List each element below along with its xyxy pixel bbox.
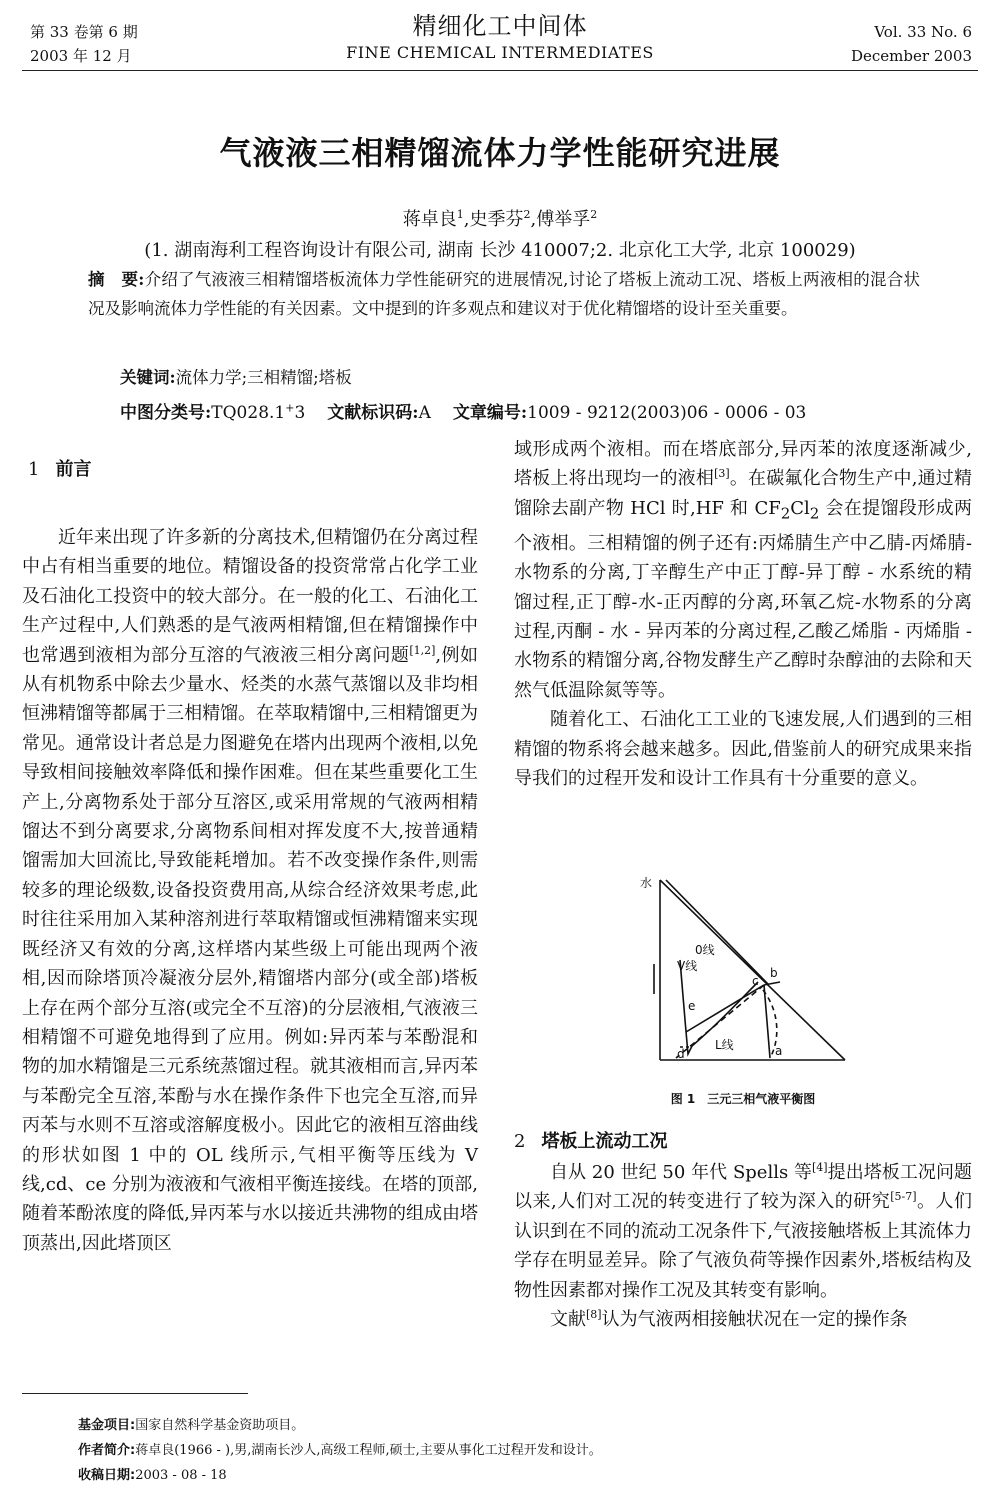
body-text: 。在碳氟化合物生产中,通过精馏除去副产物 HCl 时,HF 和: [514, 468, 972, 519]
author-name: 傅举孚: [536, 209, 591, 230]
journal-name-en: FINE CHEMICAL INTERMEDIATES: [346, 43, 654, 62]
body-paragraph: [514, 1158, 972, 1305]
clc-sup: +: [285, 401, 295, 415]
body-text: 。人们认识到在不同的流动工况条件下,气液接触塔板上其流体力学存在明显差异。除了气液负荷等操作因素外,塔板结构及物性因素都对操作工况及其转变有影响。: [514, 1191, 972, 1301]
header-rule: [22, 70, 978, 71]
label-water: 水: [640, 876, 653, 890]
body-text: 会在提馏段形成两个液相。三相精馏的例子还有:丙烯腈生产中乙腈-丙烯腈-水物系的分离,丁辛醇生产中正丁醇-异丁醇 - 水系统的精馏过程,正丁醇-水-正丙醇的分离,环氧乙烷-水物系的分离过程,丙酮 - 水 - 异丙苯的分离过程,乙酸乙烯脂 - 丙烯脂 - 水物系的精馏分离,谷物发酵生产乙醇时杂醇油的去除和天然气低温除氮等等。: [514, 497, 972, 701]
author-affil-mark: 1: [456, 208, 464, 221]
author-affil-mark: 2: [523, 208, 531, 221]
clc-value-tail: 3: [294, 403, 306, 423]
journal-name-cn: 精细化工中间体: [412, 12, 588, 40]
abstract-text: 介绍了气液液三相精馏塔板流体力学性能研究的进展情况,讨论了塔板上流动工况、塔板上两液相的混合状况及影响流体力学性能的有关因素。文中提到的许多观点和建议对于优化精馏塔的设计至关重要。: [88, 270, 920, 318]
affiliations: (1. 湖南海利工程咨询设计有限公司, 湖南 长沙 410007;2. 北京化工大学, 北京 100029): [144, 240, 856, 261]
classification-row: [120, 398, 806, 423]
body-text: ,例如从有机物系中除去少量水、烃类的水蒸气蒸馏以及非均相恒沸精馏等都属于三相精馏。在萃取精馏中,三相精馏更为常见。通常设计者总是力图避免在塔内出现两个液相,以免导致相间接触效率降低和操作困难。但在某些重要化工生产上,分离物系处于部分互溶区,或采用常规的气液两相精馏达不到分离要求,分离物系间相对挥发度不大,按普通精馏需加大回流比,导致能耗增加。若不改变操作条件,则需较多的理论级数,设备投资费用高,从综合经济效果考虑,此时往往采用加入某种溶剂进行萃取精馏或恒沸精馏来实现既经济又有效的分离,这样塔内某些级上可能出现两个液相,因而除塔顶冷凝液分层外,精馏塔内部分(或全部)塔板上存在两个部分互溶(或完全不互溶)的分层液相,气液液三相精馏不可避免地得到了应用。例如:异丙苯与苯酚混和物的加水精馏是三元系统蒸馏过程。就其液相而言,异丙苯与苯酚完全互溶,苯酚与水在操作条件下也完全互溶,而异丙苯与水则不互溶或溶解度极小。因此它的液相互溶曲线的形状如图 1 中的 OL 线所示,气相平衡等压线为 V 线,cd、ce 分别为液液和气液相平衡连接线。在塔的顶部,随着苯酚浓度的降低,异丙苯与水以接近共沸物的组成由塔顶蒸出,因此塔顶区: [22, 644, 478, 1254]
tie-line-ca: [764, 985, 770, 1058]
body-paragraph: 随着化工、石油化工工业的飞速发展,人们遇到的三相精馏的物系将会越来越多。因此,借鉴前人的研究成果来指导我们的过程开发和设计工作具有十分重要的意义。: [514, 709, 972, 790]
citation-ref: [8]: [586, 1308, 602, 1322]
author-bio-label: 作者简介:: [78, 1443, 136, 1458]
label-a: a: [775, 1044, 783, 1058]
footnotes: [78, 1413, 602, 1488]
author-name: 史季芬: [469, 209, 524, 230]
running-header-left: [30, 20, 138, 68]
clc-value: TQ028.1: [211, 403, 286, 423]
section-title: 塔板上流动工况: [541, 1131, 668, 1152]
keywords-text: 流体力学;三相精馏;塔板: [175, 368, 352, 387]
citation-ref: [1,2]: [409, 643, 436, 657]
citation-ref: [5-7]: [890, 1190, 917, 1204]
journal-name: [320, 10, 680, 64]
running-header-right: [851, 20, 972, 68]
formula-text: CF: [754, 497, 781, 519]
received-label: 收稿日期:: [78, 1468, 136, 1483]
body-paragraph: [514, 1305, 972, 1334]
label-v-line: V线: [677, 959, 698, 973]
label-e: e: [688, 999, 696, 1013]
article-id-value: 1009 - 9212(2003)06 - 0006 - 03: [527, 403, 807, 423]
label-b: b: [770, 966, 778, 980]
footnote-author: [78, 1438, 602, 1463]
body-text: 域形成两个液相。而在塔底部分,异丙苯的浓度逐渐减少,塔板上将出现均一的液相: [514, 439, 972, 490]
body-text: 近年来出现了许多新的分离技术,但精馏仍在分离过程中占有相当重要的地位。精馏设备的投资常常占化学工业及石油化工投资中的较大部分。在一般的化工、石油化工生产过程中,人们熟悉的是气液两相精馏,但在精馏操作中也常遇到液相为部分互溶的气液液三相分离问题: [22, 527, 478, 666]
body-text: 提出塔板工况问题以来,人们对工况的转变进行了较为深入的研究: [514, 1162, 972, 1213]
label-o-line: 0线: [695, 943, 715, 957]
left-column-body: [22, 523, 478, 1258]
label-c: c: [752, 974, 759, 988]
doc-code-value: A: [418, 403, 431, 423]
formula-subscript: 2: [780, 504, 791, 523]
date-en: December 2003: [851, 47, 972, 65]
figure-caption: 图 1 三元三相气液平衡图: [670, 1092, 816, 1106]
abstract: [88, 266, 920, 323]
article-id-label: 文章编号:: [452, 403, 528, 423]
body-text: 文献: [550, 1309, 586, 1331]
doc-code-label: 文献标识码:: [327, 403, 419, 423]
label-l-line: L线: [715, 1038, 734, 1052]
funding-text: 国家自然科学基金资助项目。: [135, 1418, 305, 1433]
author-bio-text: 蒋卓良(1966 - ),男,湖南长沙人,高级工程师,硕士,主要从事化工过程开发和设计。: [135, 1443, 602, 1458]
body-text: 认为气液两相接触状况在一定的操作条: [601, 1309, 908, 1331]
footnote-rule: [22, 1393, 248, 1394]
tie-line-ce: [686, 985, 764, 1032]
right-column-body-top: [514, 435, 972, 793]
footnote-funding: [78, 1413, 602, 1438]
section-heading-1: [28, 455, 91, 481]
volume-issue-en: Vol. 33 No. 6: [874, 23, 972, 41]
author-list: 蒋卓良$^1$,史季芬$^2$,傅举孚$^2$: [402, 208, 598, 230]
section-number: 1: [28, 459, 40, 480]
phase-diagram-figure: [630, 872, 850, 1082]
body-paragraph: [514, 435, 972, 705]
section-title: 前言: [55, 459, 92, 480]
article-title: 气液液三相精馏流体力学性能研究进展: [219, 134, 781, 172]
right-column-body-section2: [514, 1158, 972, 1334]
section-number: 2: [514, 1131, 526, 1152]
footnote-received: [78, 1463, 602, 1488]
received-date: 2003 - 08 - 18: [135, 1468, 227, 1483]
author-affil-mark: 2: [590, 208, 598, 221]
citation-ref: [3]: [714, 467, 730, 481]
keywords: [120, 364, 352, 388]
formula-subscript: 2: [809, 504, 820, 523]
funding-label: 基金项目:: [78, 1418, 136, 1433]
keywords-label: 关键词:: [120, 368, 176, 387]
author-name: 蒋卓良: [402, 209, 457, 230]
citation-ref: [4]: [812, 1161, 828, 1174]
volume-issue-cn: 第 33 卷第 6 期: [30, 23, 138, 41]
body-paragraph: [22, 523, 478, 1258]
clc-label: 中图分类号:: [120, 403, 212, 423]
abstract-label: 摘 要:: [88, 270, 145, 289]
date-cn: 2003 年 12 月: [30, 47, 132, 65]
body-text: 自从 20 世纪 50 年代 Spells 等: [550, 1162, 813, 1183]
formula-text: Cl: [790, 497, 810, 519]
label-d: d: [677, 1047, 685, 1061]
section-heading-2: [514, 1127, 667, 1153]
